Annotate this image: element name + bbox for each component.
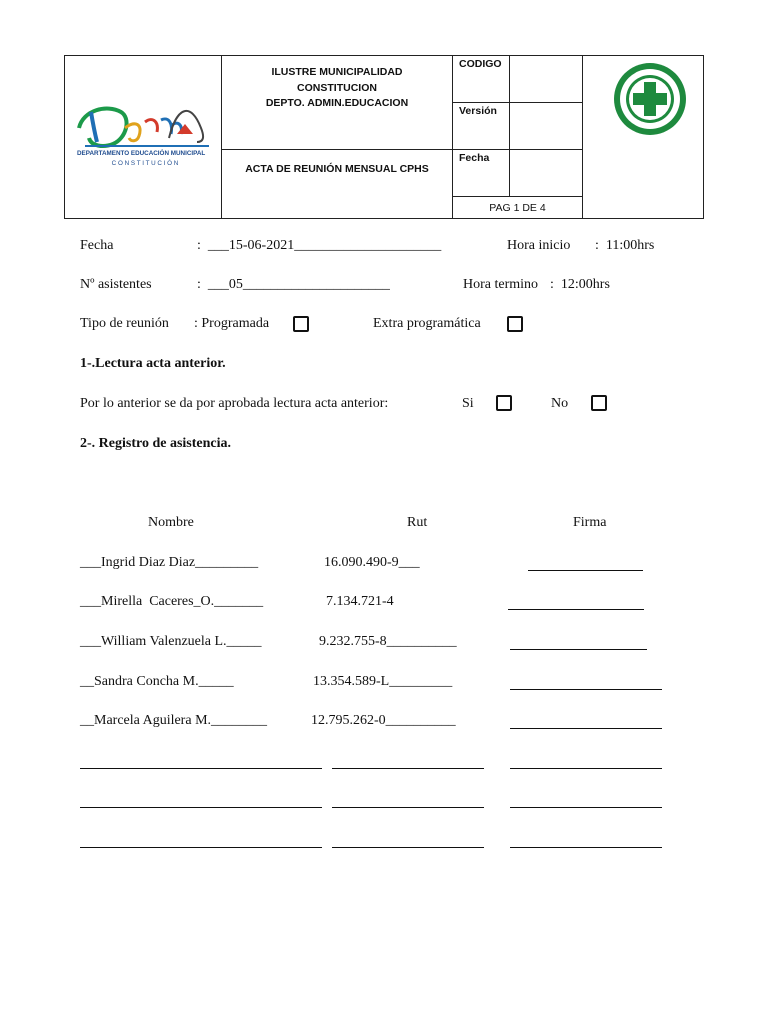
document-title: ACTA DE REUNIÓN MENSUAL CPHS [245,163,429,175]
attendee-name: ___William Valenzuela L._____ [80,634,262,649]
daem-logo-subtext: C O N S T I T U C I Ó N [111,160,179,167]
signature-line[interactable] [508,609,644,610]
attendee-name: ___Ingrid Diaz Diaz_________ [80,555,259,570]
approval-question: Por lo anterior se da por aprobada lectura acta anterior: [80,396,389,411]
blank-name-line[interactable] [80,768,322,769]
section1-title: 1-.Lectura acta anterior. [80,356,226,371]
signature-line[interactable] [510,649,647,650]
org-name [222,65,452,112]
column-header-nombre: Nombre [148,515,194,530]
attendee-rut: 9.232.755-8__________ [319,634,457,649]
programada-checkbox[interactable] [293,316,309,332]
section2-title: 2-. Registro de asistencia. [80,436,231,451]
column-header-rut: Rut [407,515,428,530]
blank-name-line[interactable] [80,847,322,848]
attendee-rut: 13.354.589-L_________ [313,674,453,689]
version-label: Versión [459,105,497,117]
tipo-reunion-label: Tipo de reunión [80,316,169,331]
header-table [64,55,704,219]
attendee-rut: 7.134.721-4 [326,594,394,609]
page-indicator: PAG 1 DE 4 [489,202,546,214]
attendee-name: __Sandra Concha M._____ [80,674,234,689]
header-divider [509,56,510,196]
codigo-label: CODIGO [459,58,502,70]
hora-termino-value[interactable]: : 12:00hrs [550,277,610,292]
attendee-rut: 12.795.262-0__________ [311,713,456,728]
header-divider [221,149,452,150]
extra-programatica-checkbox[interactable] [507,316,523,332]
signature-line[interactable] [510,847,662,848]
org-line-1: ILUSTRE MUNICIPALIDAD [271,66,403,78]
blank-rut-line[interactable] [332,768,484,769]
header-divider [582,56,583,219]
fecha-field-label: Fecha [80,238,114,253]
daem-logo-text: DEPARTAMENTO EDUCACIÓN MUNICIPAL [77,150,206,157]
tipo-extra-label: Extra programática [373,316,481,331]
fecha-label: Fecha [459,152,490,164]
no-label: No [551,396,569,411]
header-divider [452,149,582,150]
org-line-2: CONSTITUCION [297,81,377,94]
blank-rut-line[interactable] [332,807,484,808]
hora-termino-label: Hora termino [463,277,539,292]
signature-line[interactable] [510,807,662,808]
signature-line[interactable] [510,728,662,729]
hora-inicio-value[interactable]: : 11:00hrs [595,238,655,253]
column-header-firma: Firma [573,515,607,530]
attendee-name: ___Mirella Caceres_O._______ [80,594,264,609]
asistentes-label: Nº asistentes [80,277,152,292]
yes-label: Si [462,396,474,411]
signature-line[interactable] [510,768,662,769]
yes-checkbox[interactable] [496,395,512,411]
blank-rut-line[interactable] [332,847,484,848]
header-divider [452,196,582,197]
header-divider [452,102,582,103]
blank-name-line[interactable] [80,807,322,808]
hora-inicio-label: Hora inicio [507,238,571,253]
fecha-field-value[interactable]: : ___15-06-2021_____________________ [197,238,442,253]
org-line-3: DEPTO. ADMIN.EDUCACION [265,97,409,109]
attendee-name: __Marcela Aguilera M.________ [80,713,268,728]
attendee-rut: 16.090.490-9___ [324,555,420,570]
no-checkbox[interactable] [591,395,607,411]
asistentes-value[interactable]: : ___05_____________________ [197,277,390,292]
tipo-programada-label: : Programada [194,316,270,331]
daem-logo [73,98,215,178]
signature-line[interactable] [528,570,643,571]
header-divider [452,56,453,219]
cphs-seal-logo [611,60,689,138]
signature-line[interactable] [510,689,662,690]
